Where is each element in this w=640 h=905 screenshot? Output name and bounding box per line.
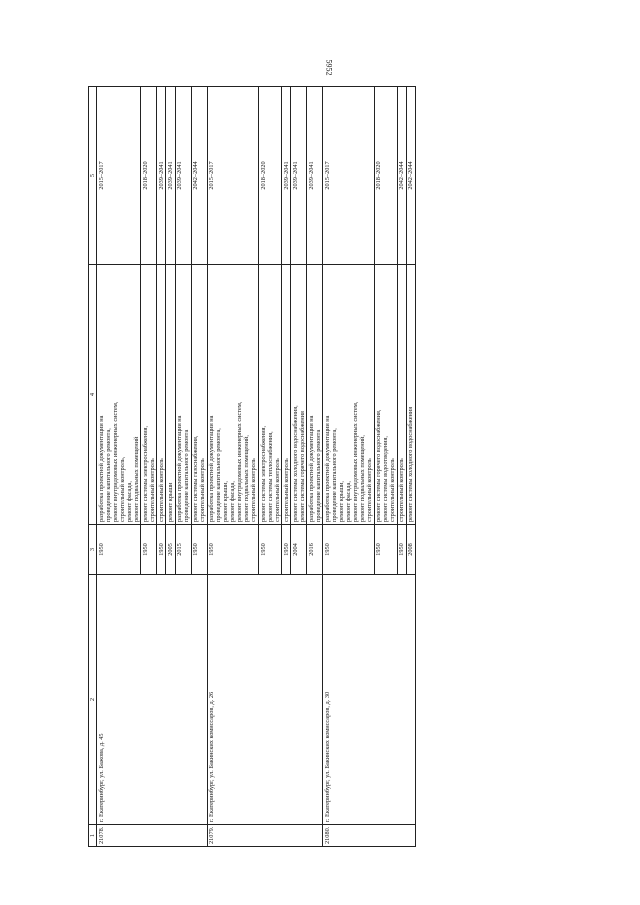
- col-header-2: 2: [89, 575, 97, 825]
- item-works: [259, 265, 282, 525]
- item-works: [157, 265, 166, 525]
- item-year: 1950: [397, 525, 406, 575]
- work-line: строительный контроль,: [118, 456, 126, 522]
- item-period: 2039–2041: [166, 87, 175, 265]
- work-line: проведение капитального ремонта,: [215, 428, 223, 522]
- item-year: 2015: [175, 525, 191, 575]
- work-line: ремонт фасада,: [229, 481, 237, 522]
- item-year: 1950: [191, 525, 207, 575]
- work-line: разработка проектной документации на: [323, 415, 331, 522]
- item-works: [282, 265, 291, 525]
- item-period: 2042–2044: [397, 87, 406, 265]
- item-year: 1950: [282, 525, 291, 575]
- item-year: 1950: [323, 525, 374, 575]
- item-year: 1950: [207, 525, 258, 575]
- header-row: [89, 87, 97, 847]
- item-works: [291, 265, 307, 525]
- work-line: ремонт подвальных помещений,: [359, 435, 367, 522]
- work-line: строительный контроль: [250, 458, 258, 522]
- work-line: ремонт фасада,: [345, 481, 353, 522]
- item-period: 2042–2044: [191, 87, 207, 265]
- work-line: строительный контроль: [389, 458, 397, 522]
- rotated-table-container: [88, 87, 603, 847]
- item-year: 2004: [291, 525, 307, 575]
- item-period: 2039–2041: [175, 87, 191, 265]
- item-period: 2018–2020: [259, 87, 282, 265]
- item-year: 1950: [141, 525, 157, 575]
- work-line: ремонт системы горячего водоснабжения,: [375, 409, 383, 522]
- item-works: [374, 265, 397, 525]
- work-line: строительный контроль: [273, 458, 281, 522]
- entry-number: 21079.: [207, 825, 323, 847]
- work-line: строительный контроль: [148, 458, 156, 522]
- table-row: [97, 87, 141, 847]
- work-line: ремонт системы электроснабжения,: [259, 425, 267, 522]
- work-line: ремонт подвальных помещений: [132, 436, 140, 522]
- table-row: [207, 87, 258, 847]
- item-works: [406, 265, 415, 525]
- work-line: ремонт фасада,: [125, 481, 133, 522]
- work-line: ремонт системы горячего водоснабжения: [298, 411, 306, 522]
- item-period: 2039–2041: [157, 87, 166, 265]
- item-period: 2042–2044: [406, 87, 415, 265]
- page-number: 5952: [324, 59, 334, 76]
- work-line: разработка проектной документации на: [208, 415, 216, 522]
- work-line: строительный контроль: [366, 458, 374, 522]
- item-period: 2015–2017: [97, 87, 141, 265]
- item-period: 2039–2041: [307, 87, 323, 265]
- item-year: 2008: [406, 525, 415, 575]
- item-works: [141, 265, 157, 525]
- item-year: 1950: [97, 525, 141, 575]
- item-period: 2039–2041: [282, 87, 291, 265]
- item-year: 1950: [374, 525, 397, 575]
- work-line: разработка проектной документации на: [176, 415, 184, 522]
- work-line: ремонт крыши: [166, 482, 174, 522]
- item-year: 1950: [157, 525, 166, 575]
- item-works: [207, 265, 258, 525]
- table-row: [323, 87, 374, 847]
- item-period: 2015–2017: [323, 87, 374, 265]
- item-works: [323, 265, 374, 525]
- item-works: [307, 265, 323, 525]
- item-period: 2018–2020: [141, 87, 157, 265]
- item-period: 2039–2041: [291, 87, 307, 265]
- entry-address: г. Екатеринбург, ул. Бакинских комиссаров, д. 26: [207, 575, 323, 825]
- entry-address: г. Екатеринбург, ул. Бакинских комиссаров, д. 30: [323, 575, 416, 825]
- work-line: строительный контроль: [398, 458, 406, 522]
- work-line: ремонт системы газоснабжения,: [192, 435, 200, 522]
- item-works: [175, 265, 191, 525]
- work-line: строительный контроль: [282, 458, 290, 522]
- col-header-4: 4: [89, 265, 97, 525]
- work-line: ремонт крыши,: [222, 480, 230, 522]
- col-header-3: 3: [89, 525, 97, 575]
- work-line: разработка проектной документации на: [307, 415, 315, 522]
- work-line: ремонт внутридомовых инженерных систем,: [111, 401, 119, 522]
- work-line: проведение капитального ремонта: [183, 429, 191, 522]
- work-line: строительный контроль: [157, 458, 165, 522]
- work-line: ремонт системы электроснабжения,: [141, 425, 149, 522]
- item-works: [191, 265, 207, 525]
- item-works: [397, 265, 406, 525]
- work-line: проведение капитального ремонта,: [104, 428, 112, 522]
- item-period: 2015–2017: [207, 87, 258, 265]
- entry-number: 21080.: [323, 825, 416, 847]
- work-line: ремонт подвальных помещений,: [243, 435, 251, 522]
- work-line: ремонт системы теплоснабжения,: [266, 431, 274, 522]
- work-line: строительный контроль: [199, 458, 207, 522]
- repair-schedule-table: [88, 86, 416, 847]
- work-line: ремонт крыши,: [338, 480, 345, 522]
- table-body: [97, 87, 416, 847]
- col-header-5: 5: [89, 87, 97, 265]
- item-works: [166, 265, 175, 525]
- work-line: ремонт внутридомовых инженерных систем,: [236, 401, 244, 522]
- work-line: ремонт внутридомовых инженерных систем,: [352, 401, 360, 522]
- entry-address: г. Екатеринбург, ул. Бажова, д. 45: [97, 575, 208, 825]
- item-period: 2018–2020: [374, 87, 397, 265]
- item-year: 2016: [307, 525, 323, 575]
- work-line: ремонт системы холодного водоснабжения: [407, 406, 415, 522]
- entry-number: 21078.: [97, 825, 208, 847]
- work-line: проведение капитального ремонта,: [330, 428, 338, 522]
- item-year: 1950: [259, 525, 282, 575]
- work-line: разработка проектной документации на: [97, 415, 105, 522]
- work-line: проведение капитального ремонта: [314, 429, 322, 522]
- work-line: ремонт системы водоотведения,: [382, 436, 390, 522]
- col-header-1: 1: [89, 825, 97, 847]
- work-line: ремонт системы холодного водоснабжения,: [291, 405, 299, 522]
- item-works: [97, 265, 141, 525]
- item-year: 2005: [166, 525, 175, 575]
